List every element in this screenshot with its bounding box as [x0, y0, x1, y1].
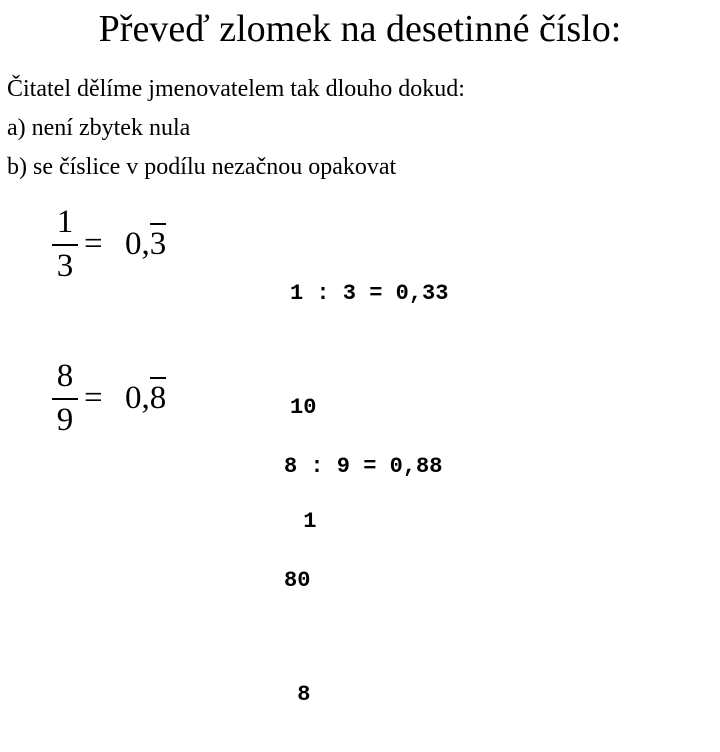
fraction-bar [52, 398, 78, 400]
repeating-decimal [125, 380, 166, 416]
repeating-decimal [125, 226, 166, 262]
numerator: 1 [56, 204, 74, 240]
instructions [7, 70, 465, 187]
condition-a: a) není zbytek nula [7, 115, 191, 141]
division-remainder: 80 [284, 568, 311, 593]
long-division-2 [284, 372, 442, 752]
division-remainder: 1 [290, 509, 317, 534]
repeating-digit: 3 [149, 226, 167, 262]
denominator: 9 [56, 402, 74, 438]
division-remainder: 10 [290, 395, 317, 420]
decimal-prefix: 0, [125, 226, 150, 262]
division-line: 8 : 9 = 0,88 [284, 454, 443, 479]
equals-sign: = [84, 380, 103, 416]
division-line: 1 : 3 = 0,33 [290, 281, 449, 306]
instruction-line: Čitatel dělíme jmenovatelem tak dlouho dokud: [7, 76, 465, 102]
numerator: 8 [56, 358, 74, 394]
decimal-prefix: 0, [125, 380, 150, 416]
denominator: 3 [56, 248, 74, 284]
equals-sign: = [84, 226, 103, 262]
repeating-digit: 8 [149, 380, 167, 416]
fraction-bar [52, 244, 78, 246]
slide-title: Převeď zlomek na desetinné číslo: [98, 8, 622, 50]
condition-b: b) se číslice v podílu nezačnou opakovat [7, 154, 397, 180]
division-remainder: 8 [284, 682, 311, 707]
